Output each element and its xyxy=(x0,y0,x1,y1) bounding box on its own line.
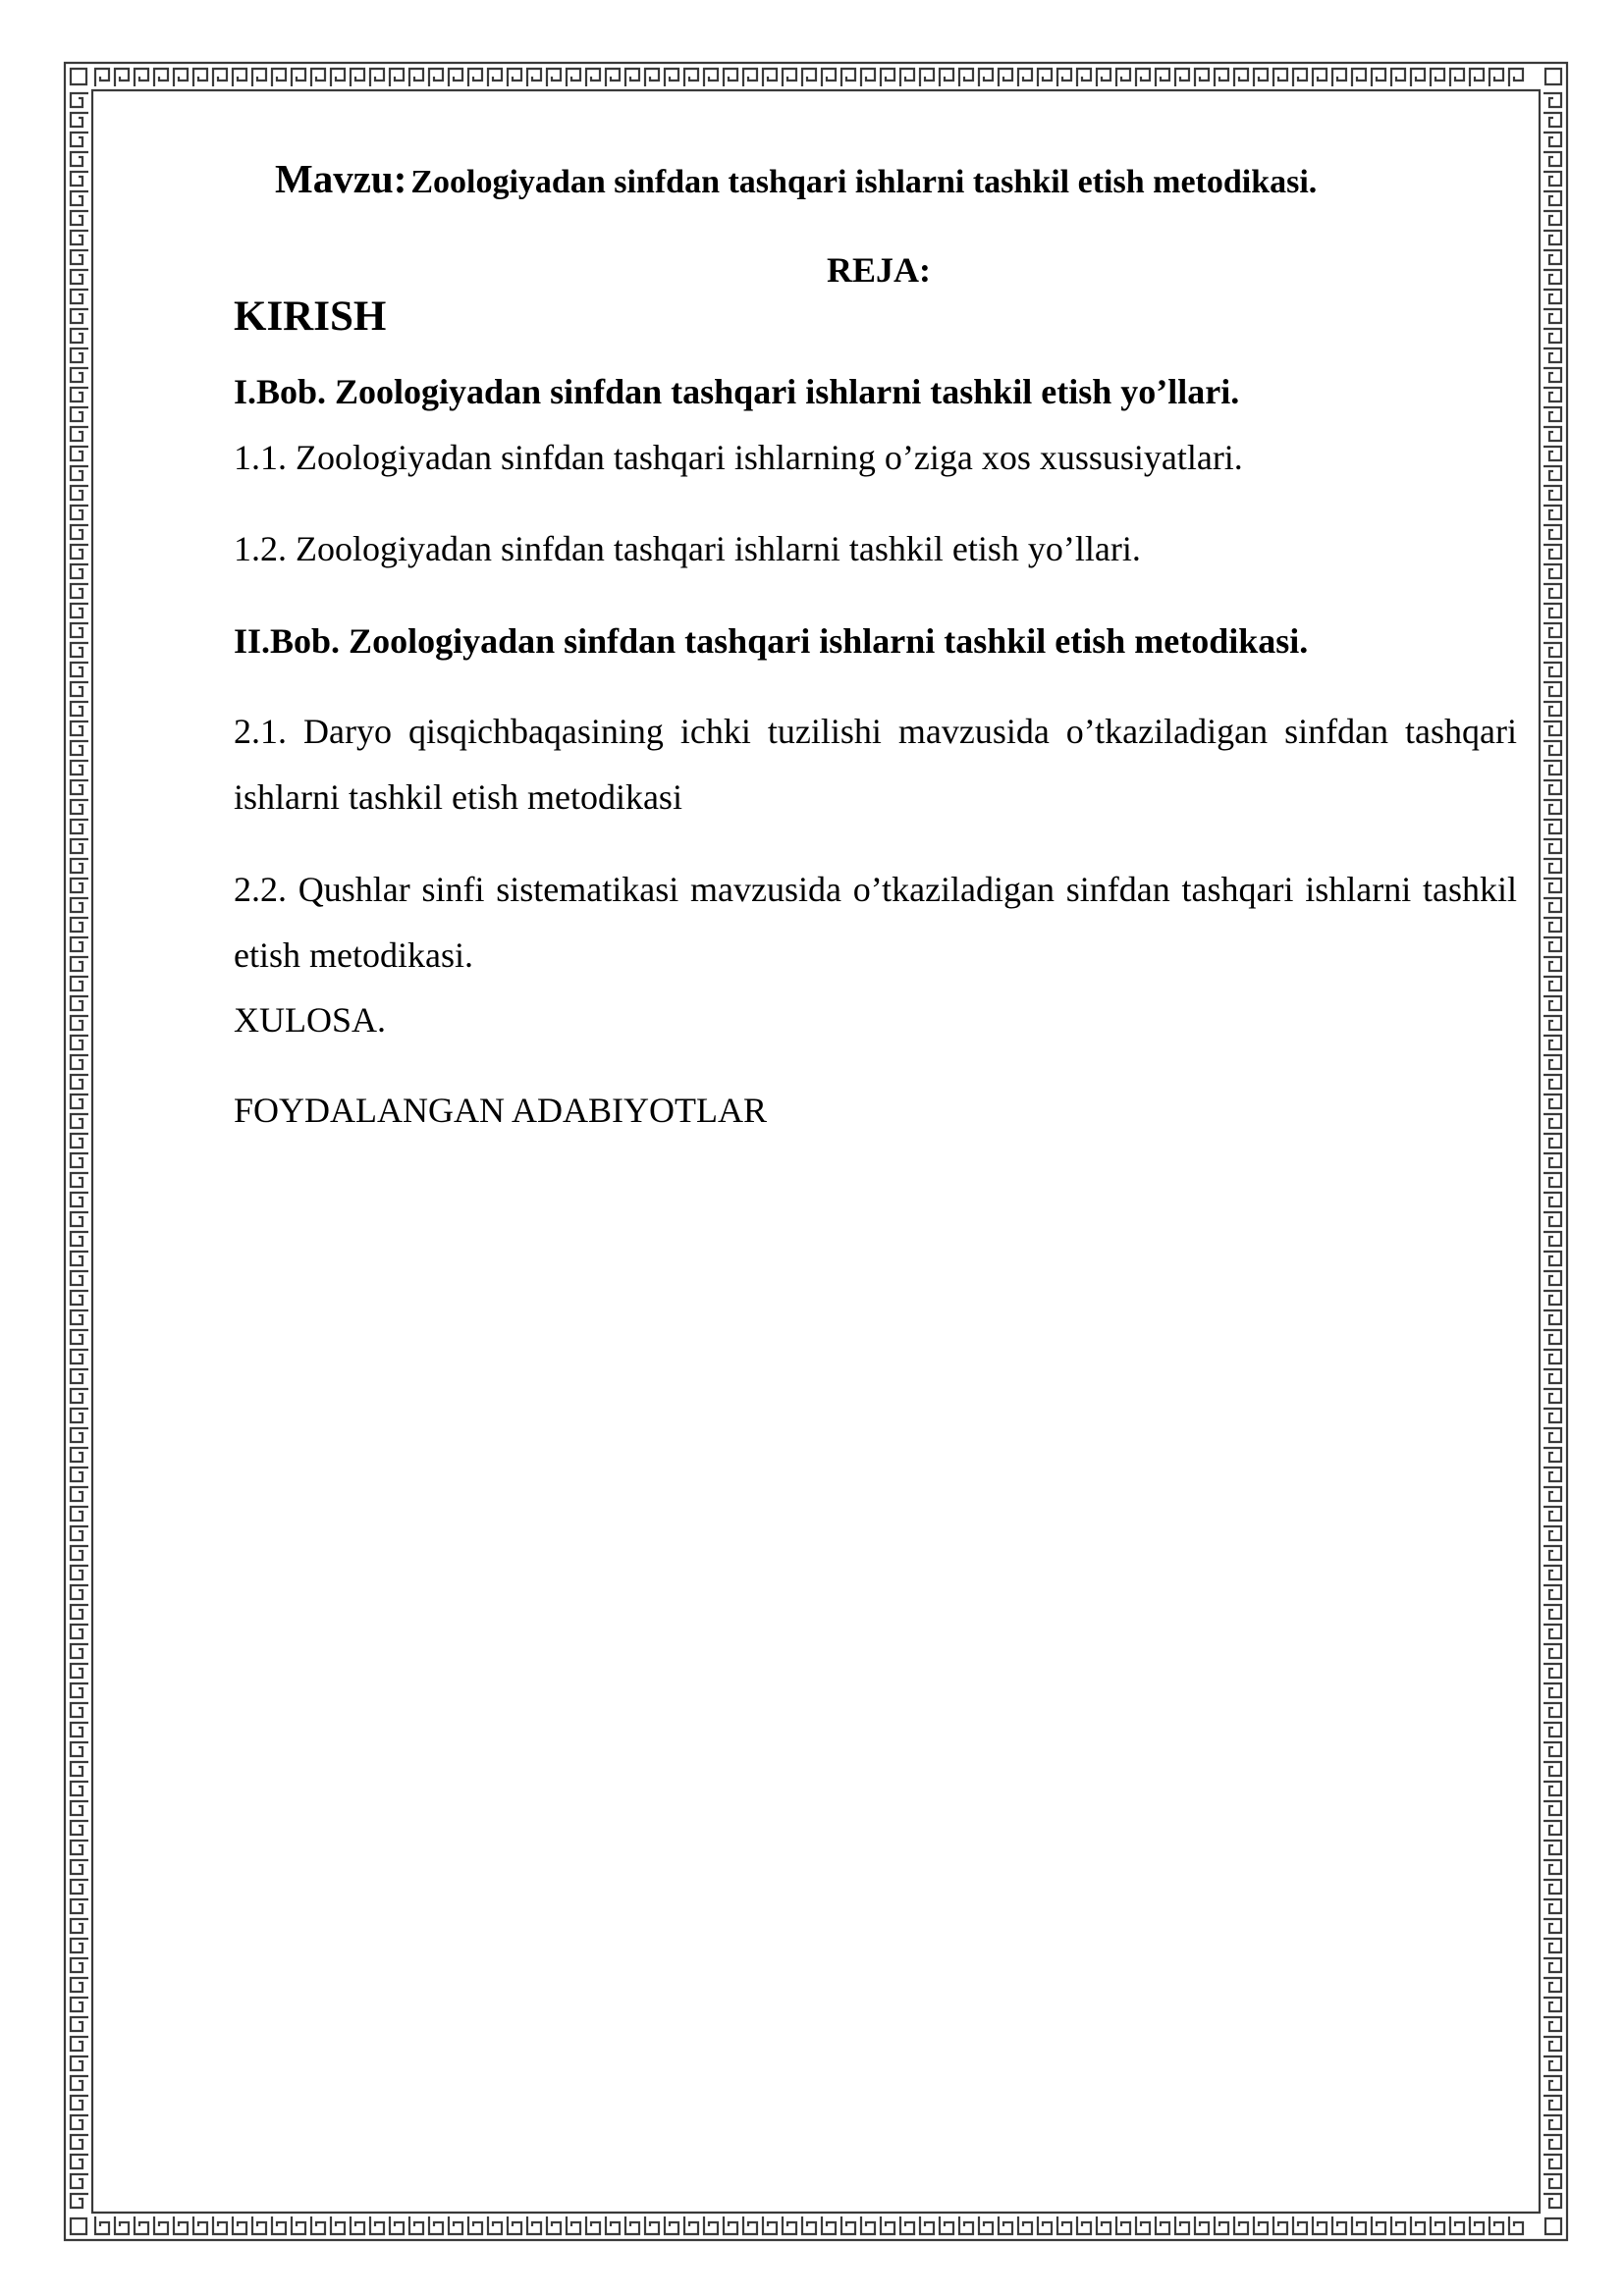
conclusion-heading: XULOSA. xyxy=(234,1000,387,1040)
document-title xyxy=(275,155,1522,202)
title-text: Zoologiyadan sinfdan tashqari ishlarni tashkil etish metodikasi. xyxy=(410,164,1318,200)
section-2-2: 2.2. Qushlar sinfi sistematikasi mavzusida o’tkaziladigan sinfdan tashqari ishlarni tashkil etish metodikasi. xyxy=(234,870,1517,975)
chapter-2-heading: II.Bob. Zoologiyadan sinfdan tashqari ishlarni tashkil etish metodikasi. xyxy=(234,621,1309,661)
references-heading: FOYDALANGAN ADABIYOTLAR xyxy=(234,1091,767,1130)
plan-heading: REJA: xyxy=(827,250,931,290)
section-2-1: 2.1. Daryo qisqichbaqasining ichki tuzilishi mavzusida o’tkaziladigan sinfdan tashqari ishlarni tashkil etish metodikasi xyxy=(234,712,1517,817)
section-1-2: 1.2. Zoologiyadan sinfdan tashqari ishlarni tashkil etish yo’llari. xyxy=(234,529,1141,568)
intro-heading: KIRISH xyxy=(234,294,387,340)
chapter-1-heading: I.Bob. Zoologiyadan sinfdan tashqari ishlarni tashkil etish yo’llari. xyxy=(234,372,1240,411)
title-label: Mavzu: xyxy=(275,156,407,201)
section-1-1: 1.1. Zoologiyadan sinfdan tashqari ishlarning o’ziga xos xussusiyatlari. xyxy=(234,438,1243,477)
